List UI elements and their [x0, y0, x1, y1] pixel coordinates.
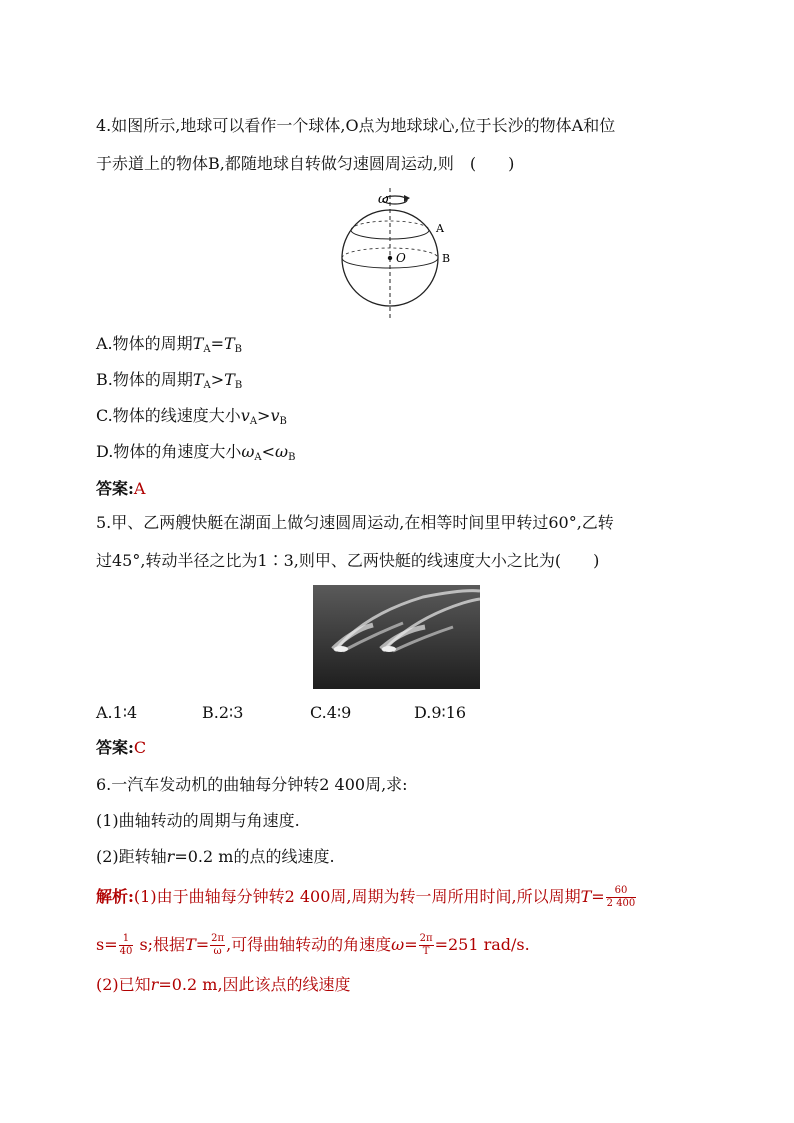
q5-option-b: B.2∶3: [202, 703, 244, 722]
center-point: [388, 256, 392, 260]
answer-value: C: [133, 738, 147, 757]
label-o: O: [396, 251, 406, 265]
q4-stem-line1: 4.如图所示,地球可以看作一个球体,O点为地球球心,位于长沙的物体A和位: [96, 116, 616, 135]
q5-answer: [96, 736, 146, 760]
q6-stem: 6.一汽车发动机的曲轴每分钟转2 400周,求:: [96, 775, 408, 794]
fraction-2pi-omega: $\frac{2\pi}{\omega}$: [211, 933, 225, 957]
q4-option-a: A.物体的周期$T_A=T_B$: [96, 334, 242, 355]
q4-option-b: B.物体的周期$T_A>T_B$: [96, 370, 243, 391]
fraction-1-40: $\frac{1}{40}$: [119, 933, 133, 957]
q4-answer: [96, 477, 145, 501]
q5-option-c: C.4∶9: [310, 703, 352, 722]
q4-stem-line2: 于赤道上的物体B,都随地球自转做匀速圆周运动,则 ( ): [96, 154, 515, 173]
answer-value: A: [133, 479, 146, 498]
answer-label: 答案:: [96, 738, 134, 757]
q6-sub1: (1)曲轴转动的周期与角速度.: [96, 811, 300, 830]
q4-option-c: C.物体的线速度大小$v_A>v_B$: [96, 406, 287, 427]
omega-label: ω: [378, 192, 389, 207]
fraction-2pi-t: $\frac{2\pi}{T}$: [419, 933, 433, 957]
fraction-60-2400: $\frac{60}{2 400}$: [606, 885, 636, 909]
answer-label: 答案:: [96, 479, 134, 498]
boat-1: [334, 646, 348, 652]
q5-stem-line1: 5.甲、乙两艘快艇在湖面上做匀速圆周运动,在相等时间里甲转过60°,乙转: [96, 513, 614, 532]
q5-stem-line2: 过45°,转动半径之比为1∶3,则甲、乙两快艇的线速度大小之比为( ): [96, 551, 600, 570]
label-b: B: [442, 252, 451, 265]
q5-options: [96, 701, 466, 725]
q6-analysis-line1: 解析:(1)由于曲轴每分钟转2 400周,周期为转一周所用时间,所以周期T= $\frac{60}{2 400}$: [96, 885, 636, 909]
analysis-label: 解析:: [96, 887, 134, 906]
boat-2: [382, 646, 396, 652]
label-a: A: [436, 222, 444, 235]
speedboats-photo: [313, 585, 480, 689]
q6-analysis-line2: s= $\frac{1}{40}$ s;根据T= $\frac{2\pi}{\omega}$ ,可得曲轴转动的角速度ω= $\frac{2\pi}{T}$ =251 rad/s.: [96, 933, 530, 957]
q5-option-a: A.1∶4: [96, 703, 138, 722]
q4-option-d: D.物体的角速度大小$\omega_A<\omega_B$: [96, 442, 296, 463]
earth-globe-figure: [330, 184, 460, 320]
q6-analysis-line3: (2)已知r=0.2 m,因此该点的线速度: [96, 975, 351, 994]
q5-option-d: D.9∶16: [414, 703, 467, 722]
q6-sub2: (2)距转轴r=0.2 m的点的线速度.: [96, 847, 335, 866]
